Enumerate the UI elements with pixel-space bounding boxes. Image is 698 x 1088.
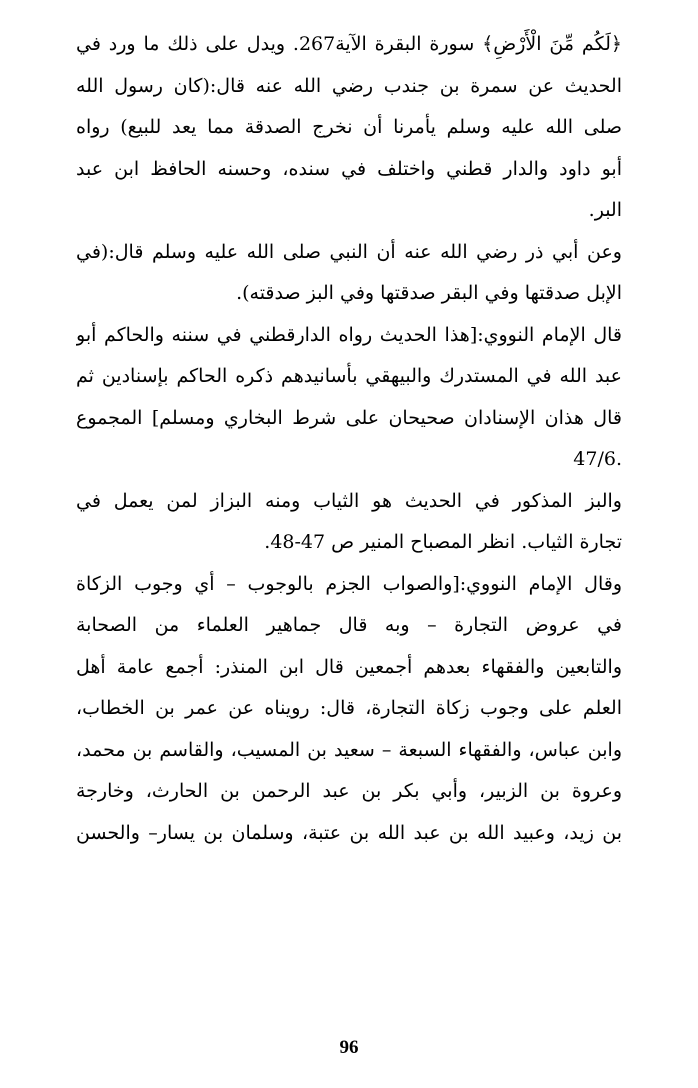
text-line: .47/6 [573,448,622,470]
text-line: ﴿لَكُم مِّنَ الْأَرْضِ﴾ سورة البقرة الآية267. ويدل على ذلك ما ورد في [76,33,622,55]
text-line: تجارة الثياب. انظر المصباح المنير ص 47-48. [264,531,622,553]
text-line: وابن عباس، والفقهاء السبعة – سعيد بن المسيب، والقاسم بن محمد، [76,738,622,761]
text-line: قال هذان الإسنادان صحيحان على شرط البخاري ومسلم] المجموع [76,406,622,429]
text-line: عبد الله في المستدرك والبيهقي بأسانيدهم ذكره الحاكم بإسنادين ثم [76,365,622,387]
body-text [76,24,622,854]
text-line: والبز المذكور في الحديث هو الثياب ومنه البزاز لمن يعمل في [76,489,622,512]
text-line: في عروض التجارة – وبه قال جماهير العلماء من الصحابة [76,614,622,636]
paragraph-2 [76,232,622,315]
text-line: والتابعين والفقهاء بعدهم أجمعين قال ابن المنذر: أجمع عامة أهل [76,655,622,678]
paragraph-3 [76,315,622,481]
paragraph-4 [76,481,622,564]
text-line: البر. [588,199,622,221]
text-line: صلى الله عليه وسلم يأمرنا أن نخرج الصدقة مما يعد للبيع) رواه [76,116,622,138]
page-number: 96 [339,1037,359,1058]
text-line: قال الإمام النووي:[هذا الحديث رواه الدارقطني في سننه والحاكم أبو [76,323,622,346]
paragraph-5 [76,564,622,855]
text-line: الحديث عن سمرة بن جندب رضي الله عنه قال:(كان رسول الله [76,74,622,97]
text-line: وعروة بن الزبير، وأبي بكر بن عبد الرحمن بن الحارث، وخارجة [76,780,622,802]
text-line: العلم على وجوب زكاة التجارة، قال: رويناه عن عمر بن الخطاب، [76,697,622,719]
paragraph-1 [76,24,622,232]
text-line: أبو داود والدار قطني واختلف في سنده، وحسنه الحافظ ابن عبد [76,157,622,180]
text-line: الإبل صدقتها وفي البقر صدقتها وفي البز صدقته). [236,282,622,304]
text-line: وقال الإمام النووي:[والصواب الجزم بالوجوب – أي وجوب الزكاة [76,572,622,595]
text-line: وعن أبي ذر رضي الله عنه أن النبي صلى الله عليه وسلم قال:(في [76,240,622,263]
text-line: بن زيد، وعبيد الله بن عبد الله بن عتبة، وسلمان بن يسار– والحسن [76,821,622,844]
